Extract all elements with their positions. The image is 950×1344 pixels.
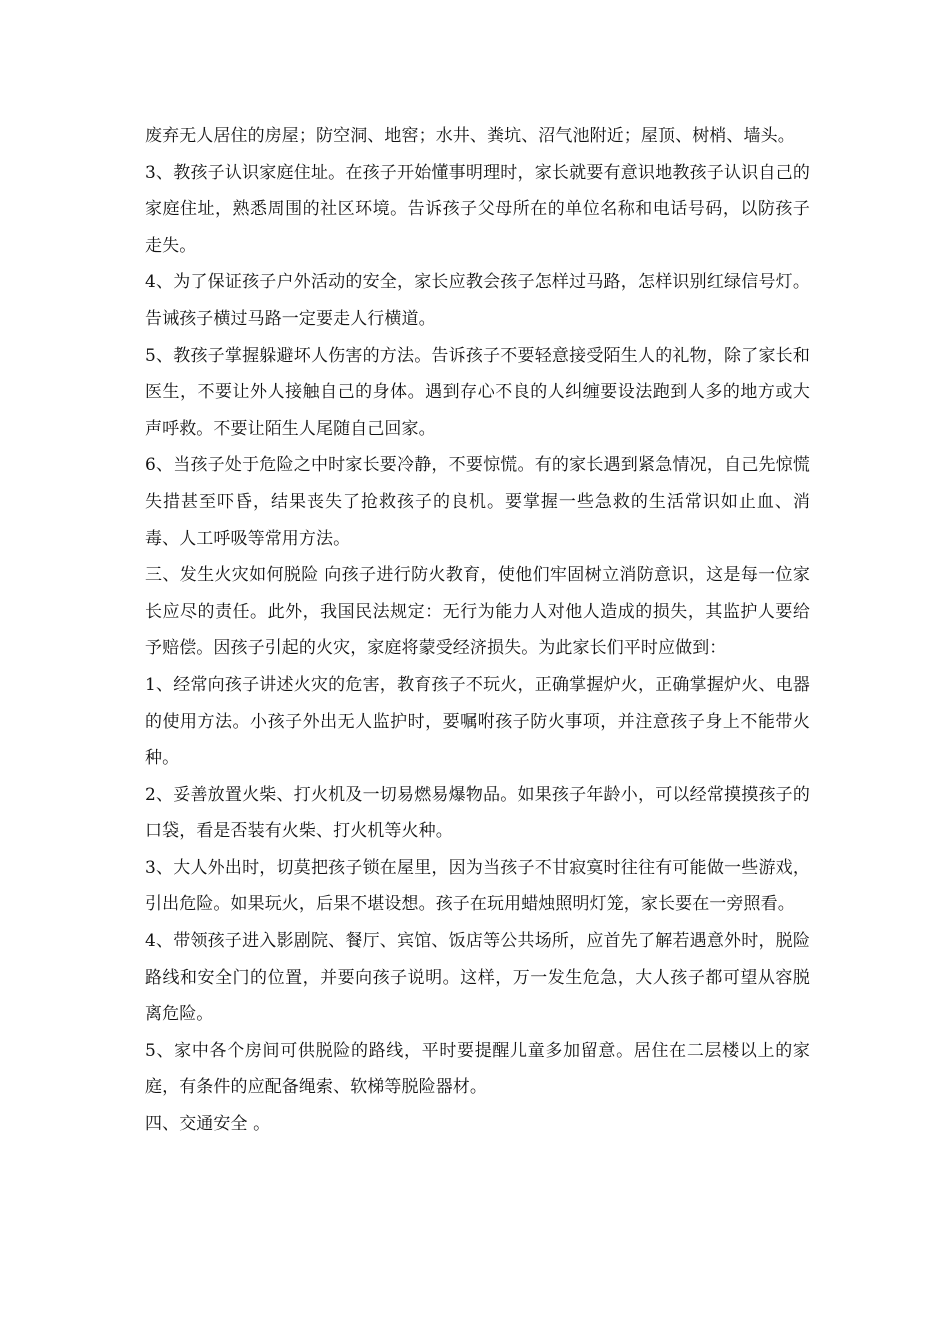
- section-heading-fire-escape: 三、发生火灾如何脱险 向孩子进行防火教育，使他们牢固树立消防意识，这是每一位家长应尽的责任。此外，我国民法规定：无行为能力人对他人造成的损失，其监护人要给予赔偿。因孩子引起的火灾，家庭将蒙受经济损失。为此家长们平时应做到：: [145, 565, 810, 659]
- paragraph-avoid-strangers: 5、教孩子掌握躲避坏人伤害的方法。告诉孩子不要轻意接受陌生人的礼物，除了家长和医生，不要让外人接触自己的身体。遇到存心不良的人纠缠要设法跑到人多的地方或大声呼救。不要让陌生人尾随自己回家。: [145, 345, 810, 439]
- paragraph-escape-routes: 5、家中各个房间可供脱险的路线，平时要提醒儿童多加留意。居住在二层楼以上的家庭，有条件的应配备绳索、软梯等脱险器材。: [145, 1040, 810, 1098]
- paragraph-home-address: 3、教孩子认识家庭住址。在孩子开始懂事明理时，家长就要有意识地教孩子认识自己的家庭住址，熟悉周围的社区环境。告诉孩子父母所在的单位名称和电话号码，以防孩子走失。: [145, 162, 810, 256]
- paragraph-fire-dangers: 1、经常向孩子讲述火灾的危害，教育孩子不玩火，正确掌握炉火，正确掌握炉火、电器的使用方法。小孩子外出无人监护时，要嘱咐孩子防火事项，并注意孩子身上不能带火种。: [145, 674, 810, 769]
- document-body: [145, 118, 810, 1143]
- paragraph-do-not-lock-in: 3、大人外出时，切莫把孩子锁在屋里，因为当孩子不甘寂寞时往往有可能做一些游戏，引出危险。如果玩火，后果不堪设想。孩子在玩用蜡烛照明灯笼，家长要在一旁照看。: [145, 857, 810, 915]
- paragraph-public-places: 4、带领孩子进入影剧院、餐厅、宾馆、饭店等公共场所，应首先了解若遇意外时，脱险路线和安全门的位置，并要向孩子说明。这样，万一发生危急，大人孩子都可望从容脱离危险。: [145, 931, 810, 1025]
- paragraph-stay-calm: 6、当孩子处于危险之中时家长要冷静，不要惊慌。有的家长遇到紧急情况，自己先惊慌失措甚至吓昏，结果丧失了抢救孩子的良机。要掌握一些急救的生活常识如止血、消毒、人工呼吸等常用方法。: [145, 455, 810, 549]
- section-heading-traffic-safety: 四、交通安全 。: [145, 1114, 271, 1135]
- paragraph-crossing-road: 4、为了保证孩子户外活动的安全，家长应教会孩子怎样过马路，怎样识别红绿信号灯。告诫孩子横过马路一定要走人行横道。: [145, 272, 810, 329]
- paragraph-store-matches: 2、妥善放置火柴、打火机及一切易燃易爆物品。如果孩子年龄小，可以经常摸摸孩子的口袋，看是否装有火柴、打火机等火种。: [145, 784, 810, 842]
- paragraph-abandoned-places: 废弃无人居住的房屋；防空洞、地窖；水井、粪坑、沼气池附近；屋顶、树梢、墙头。: [145, 126, 795, 146]
